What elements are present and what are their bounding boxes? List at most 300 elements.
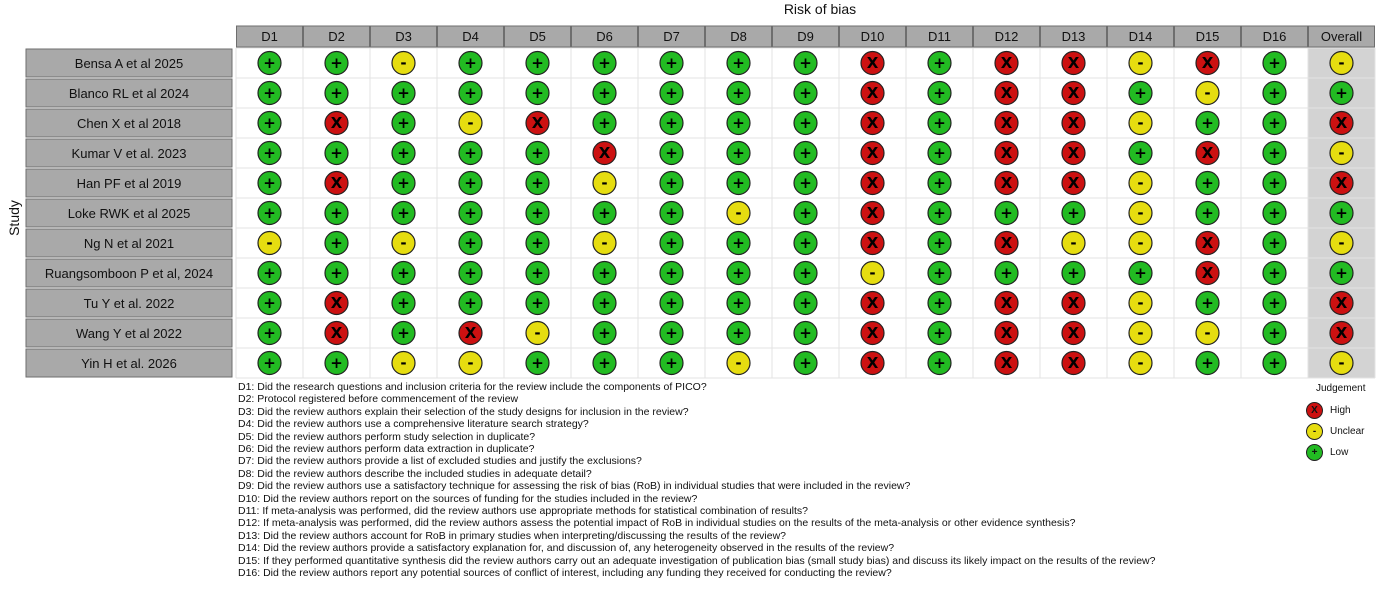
study-label: Ng N et al 2021 [83,236,175,251]
rating-dot [995,172,1018,195]
study-label: Ruangsomboon P et al, 2024 [44,266,214,281]
rating-dot [593,202,616,225]
rating-dot [1062,202,1085,225]
rating-dot [526,202,549,225]
rating-symbol: X [330,324,343,342]
rating-dot [794,142,817,165]
rating-dot [928,172,951,195]
rating-symbol: X [1000,84,1013,102]
rating-symbol: + [799,54,812,72]
rating-symbol: - [1338,234,1345,252]
rating-dot [928,322,951,345]
rating-symbol: + [397,114,410,132]
rating-dot [392,82,415,105]
rating-symbol: + [531,144,544,162]
rating-dot [928,262,951,285]
rating-dot [794,232,817,255]
rating-symbol: X [1335,114,1348,132]
rating-symbol: - [735,354,742,372]
column-header-label: D12 [994,29,1019,44]
rating-symbol: X [866,204,879,222]
rating-symbol: X [1067,174,1080,192]
column-header-label: D3 [395,29,412,44]
rating-dot [1263,232,1286,255]
rating-symbol: X [1201,234,1214,252]
rating-symbol: + [263,174,276,192]
study-label: Tu Y et al. 2022 [83,296,175,311]
rating-dot [593,172,616,195]
rating-symbol: + [799,84,812,102]
rating-dot [1129,322,1152,345]
rating-symbol: + [397,204,410,222]
rating-dot [1263,82,1286,105]
rating-symbol: + [1134,84,1147,102]
study-label: Han PF et al 2019 [76,176,182,191]
rating-dot [727,112,750,135]
rating-dot [928,232,951,255]
domain-note: D1: Did the research questions and inclusion criteria for the review include the components of PICO? [238,381,707,393]
rating-symbol: - [601,234,608,252]
rating-dot [258,202,281,225]
rating-symbol: + [799,264,812,282]
rating-dot [593,322,616,345]
rating-dot [1263,322,1286,345]
rating-symbol: X [1000,144,1013,162]
legend-dot: X [1306,402,1323,419]
domain-note: D15: If they performed quantitative synthesis did the review authors carry out an adequate investigation of publication bias (small study bias) and discuss its likely impact on the results of the review? [238,554,1156,567]
rating-symbol: - [1204,324,1211,342]
study-label: Loke RWK et al 2025 [67,206,191,221]
legend-item-high [1306,400,1381,421]
rating-symbol: + [464,234,477,252]
rating-dot [861,112,884,135]
rating-dot [1129,262,1152,285]
domain-note: D6: Did the review authors perform data extraction in duplicate? [238,443,535,456]
rating-symbol: + [1335,264,1348,282]
rating-dot [1330,262,1353,285]
rating-dot [1062,232,1085,255]
rating-dot [325,52,348,75]
rating-symbol: X [866,324,879,342]
rating-dot [526,352,549,375]
rating-dot [928,202,951,225]
rating-dot [1196,82,1219,105]
rating-dot [660,172,683,195]
rating-dot [1129,232,1152,255]
rating-dot [861,292,884,315]
rating-dot [1330,172,1353,195]
rating-symbol: + [330,84,343,102]
rating-symbol: + [1201,204,1214,222]
rating-dot [660,292,683,315]
rating-dot [325,352,348,375]
rating-dot [1062,142,1085,165]
rating-symbol: X [1000,54,1013,72]
domain-note: D16: Did the review authors report any potential sources of conflict of interest, including any funding they received for conducting the review? [238,567,892,580]
domain-note: D2: Protocol registered before commencement of the review [238,393,519,406]
rating-dot [526,52,549,75]
rating-dot [1330,292,1353,315]
rating-symbol: - [1137,54,1144,72]
rating-symbol: X [1067,54,1080,72]
rating-symbol: + [799,234,812,252]
rating-symbol: + [397,144,410,162]
rating-symbol: + [1000,204,1013,222]
rating-symbol: + [397,174,410,192]
rating-symbol: + [732,114,745,132]
column-header-label: D7 [663,29,680,44]
column-header-label: D4 [462,29,479,44]
rating-dot [928,52,951,75]
rating-symbol: X [1201,144,1214,162]
rating-symbol: - [1137,354,1144,372]
rating-symbol: + [933,114,946,132]
rating-symbol: - [1204,84,1211,102]
rating-symbol: - [1137,174,1144,192]
rating-symbol: + [464,264,477,282]
rating-dot [1330,142,1353,165]
rating-dot [1062,352,1085,375]
rating-symbol: + [1201,294,1214,312]
rating-dot [794,112,817,135]
rating-symbol: X [1067,354,1080,372]
rating-symbol: + [330,54,343,72]
rating-symbol: + [263,294,276,312]
rating-dot [593,232,616,255]
rating-dot [995,202,1018,225]
rating-symbol: + [1335,84,1348,102]
rating-symbol: X [1067,324,1080,342]
rating-symbol: + [263,84,276,102]
rating-dot [392,262,415,285]
rating-dot [258,52,281,75]
rating-symbol: + [1134,144,1147,162]
rating-symbol: + [464,294,477,312]
rating-dot [995,292,1018,315]
rating-symbol: + [397,294,410,312]
rating-dot [459,52,482,75]
column-header-label: Overall [1320,29,1363,44]
rating-dot [593,262,616,285]
rating-dot [1330,352,1353,375]
domain-note: D9: Did the review authors use a satisfactory technique for assessing the risk of bias (RoB) in individual studies that were included in the review? [238,480,911,493]
rating-symbol: + [665,174,678,192]
rating-dot [392,202,415,225]
domain-note: D5: Did the review authors perform study selection in duplicate? [238,430,536,443]
rating-symbol: + [933,324,946,342]
rating-symbol: + [933,294,946,312]
rating-symbol: + [263,204,276,222]
rating-dot [325,202,348,225]
rating-symbol: - [735,204,742,222]
rating-dot [1129,82,1152,105]
rating-dot [1062,172,1085,195]
rating-symbol: + [933,354,946,372]
column-header-label: D11 [928,29,951,44]
study-label: Yin H et al. 2026 [81,356,177,371]
rating-dot [258,82,281,105]
rating-dot [1129,352,1152,375]
rating-symbol: X [1067,84,1080,102]
rating-dot [727,232,750,255]
rating-symbol: + [397,264,410,282]
legend-dot: - [1306,423,1323,440]
column-header-label: D9 [797,29,814,44]
rating-symbol: - [869,264,876,282]
rating-dot [325,322,348,345]
rating-symbol: X [330,294,343,312]
column-header-label: D2 [328,29,345,44]
legend-item-unclear [1306,421,1381,442]
rating-symbol: + [531,294,544,312]
rating-dot [660,232,683,255]
rating-symbol: + [598,84,611,102]
rating-symbol: + [799,324,812,342]
rating-dot [1330,112,1353,135]
rating-symbol: + [1335,204,1348,222]
rating-dot [593,142,616,165]
rating-symbol: - [400,234,407,252]
rating-dot [995,262,1018,285]
rating-symbol: + [1201,114,1214,132]
rating-dot [928,82,951,105]
study-label: Blanco RL et al 2024 [68,86,190,101]
rating-symbol: - [400,354,407,372]
rating-symbol: + [665,144,678,162]
rating-dot [593,292,616,315]
rating-symbol: + [1201,174,1214,192]
rating-dot [794,292,817,315]
rating-dot [1196,322,1219,345]
rating-symbol: + [263,354,276,372]
rating-dot [459,232,482,255]
rating-dot [459,112,482,135]
rating-symbol: + [263,264,276,282]
rating-dot [392,322,415,345]
domain-notes [238,381,1298,580]
rating-dot [1263,352,1286,375]
rating-dot [526,172,549,195]
rating-dot [861,142,884,165]
rating-dot [325,232,348,255]
rating-symbol: + [1000,264,1013,282]
rating-dot [1129,172,1152,195]
rating-dot [660,82,683,105]
rating-symbol: + [531,54,544,72]
rating-dot [727,172,750,195]
rating-dot [1196,292,1219,315]
column-header-label: D8 [730,29,747,44]
rating-dot [325,262,348,285]
rating-dot [1263,292,1286,315]
rating-symbol: + [799,114,812,132]
rating-symbol: + [1268,354,1281,372]
rating-symbol: - [601,174,608,192]
rating-dot [1062,322,1085,345]
rating-symbol: + [1268,324,1281,342]
rating-dot [727,322,750,345]
rating-dot [258,262,281,285]
rating-dot [660,202,683,225]
rating-dot [325,292,348,315]
rating-symbol: - [1338,354,1345,372]
rating-symbol: + [933,204,946,222]
rating-dot [1330,322,1353,345]
rating-symbol: + [598,264,611,282]
rating-symbol: + [464,174,477,192]
rating-symbol: + [531,234,544,252]
legend-label: Low [1330,447,1349,458]
rating-dot [459,322,482,345]
rating-dot [928,352,951,375]
rating-symbol: + [665,264,678,282]
rating-symbol: + [1268,174,1281,192]
rating-symbol: - [1338,144,1345,162]
rating-symbol: X [598,144,611,162]
column-header-label: D5 [529,29,546,44]
rating-symbol: + [799,144,812,162]
domain-note: D7: Did the review authors provide a list of excluded studies and justify the exclusions? [238,455,642,468]
study-label: Kumar V et al. 2023 [71,146,187,161]
rating-symbol: + [1268,204,1281,222]
rating-dot [392,232,415,255]
rating-dot [1062,292,1085,315]
rating-dot [1196,202,1219,225]
rating-dot [325,142,348,165]
rating-dot [660,142,683,165]
rating-symbol: - [1137,234,1144,252]
rating-symbol: X [866,294,879,312]
legend-dot: + [1306,444,1323,461]
rating-dot [1062,262,1085,285]
rating-symbol: + [263,114,276,132]
rating-symbol: + [799,294,812,312]
rating-dot [660,52,683,75]
column-header-label: D1 [261,29,278,44]
rating-dot [526,322,549,345]
rating-symbol: X [866,114,879,132]
rating-dot [794,322,817,345]
rating-dot [1263,112,1286,135]
rating-dot [995,352,1018,375]
rating-dot [1129,52,1152,75]
rating-symbol: + [665,114,678,132]
rating-symbol: + [732,294,745,312]
rating-symbol: - [400,54,407,72]
rating-symbol: X [1000,234,1013,252]
rating-dot [593,112,616,135]
rating-symbol: + [598,114,611,132]
rating-dot [526,112,549,135]
rating-symbol: + [665,54,678,72]
rating-dot [1263,172,1286,195]
y-axis-label-text: Study [5,200,22,236]
rating-symbol: + [933,54,946,72]
rating-symbol: - [1338,54,1345,72]
rating-symbol: X [866,54,879,72]
rating-dot [794,172,817,195]
rating-symbol: - [1137,294,1144,312]
rating-dot [392,142,415,165]
rating-dot [1062,112,1085,135]
rating-symbol: + [732,144,745,162]
rating-symbol: + [598,54,611,72]
rating-dot [392,112,415,135]
rating-symbol: + [464,144,477,162]
judgement-legend-title: Judgement [1316,383,1366,394]
column-header-label: D14 [1128,29,1153,44]
rating-dot [526,232,549,255]
rating-symbol: X [1067,144,1080,162]
rating-symbol: + [598,354,611,372]
rating-dot [861,232,884,255]
rating-symbol: - [1137,114,1144,132]
rating-dot [861,322,884,345]
rating-dot [995,232,1018,255]
rating-symbol: + [1268,264,1281,282]
rating-dot [1196,232,1219,255]
rating-dot [258,292,281,315]
rating-symbol: + [732,234,745,252]
domain-note: D13: Did the review authors account for RoB in primary studies when interpreting/discussing the results of the review? [238,529,787,542]
rating-symbol: + [933,264,946,282]
rating-symbol: + [464,54,477,72]
rating-symbol: X [1335,294,1348,312]
rating-dot [325,112,348,135]
rating-dot [1196,112,1219,135]
rating-symbol: - [534,324,541,342]
rating-dot [1196,142,1219,165]
rating-symbol: X [1335,324,1348,342]
rating-symbol: + [1268,294,1281,312]
legend-label: High [1330,405,1351,416]
rating-symbol: X [866,234,879,252]
rating-symbol: + [665,294,678,312]
rating-dot [459,142,482,165]
rating-dot [526,142,549,165]
rating-symbol: + [933,144,946,162]
domain-note: D8: Did the review authors describe the included studies in adequate detail? [238,467,592,480]
rating-symbol: X [866,144,879,162]
rating-dot [258,352,281,375]
rating-symbol: + [531,264,544,282]
rating-dot [928,112,951,135]
rating-dot [526,82,549,105]
rating-symbol: + [330,204,343,222]
rating-symbol: X [1000,294,1013,312]
rating-symbol: + [933,84,946,102]
rating-symbol: X [866,84,879,102]
study-label: Chen X et al 2018 [76,116,182,131]
rating-symbol: + [531,204,544,222]
rating-symbol: + [263,144,276,162]
rating-dot [258,172,281,195]
rating-dot [593,352,616,375]
rating-dot [727,262,750,285]
rating-dot [459,262,482,285]
rating-dot [794,262,817,285]
rating-symbol: X [1201,264,1214,282]
rating-dot [727,82,750,105]
domain-note: D14: Did the review authors provide a satisfactory explanation for, and discussion of, any heterogeneity observed in the results of the review? [238,542,895,555]
rating-symbol: + [1067,264,1080,282]
legend-item-low [1306,442,1381,463]
rating-dot [459,202,482,225]
rating-dot [1330,232,1353,255]
rating-symbol: + [665,204,678,222]
study-label: Bensa A et al 2025 [74,56,184,71]
domain-note: D11: If meta-analysis was performed, did the review authors use appropriate methods for statistical combination of results? [238,505,808,518]
